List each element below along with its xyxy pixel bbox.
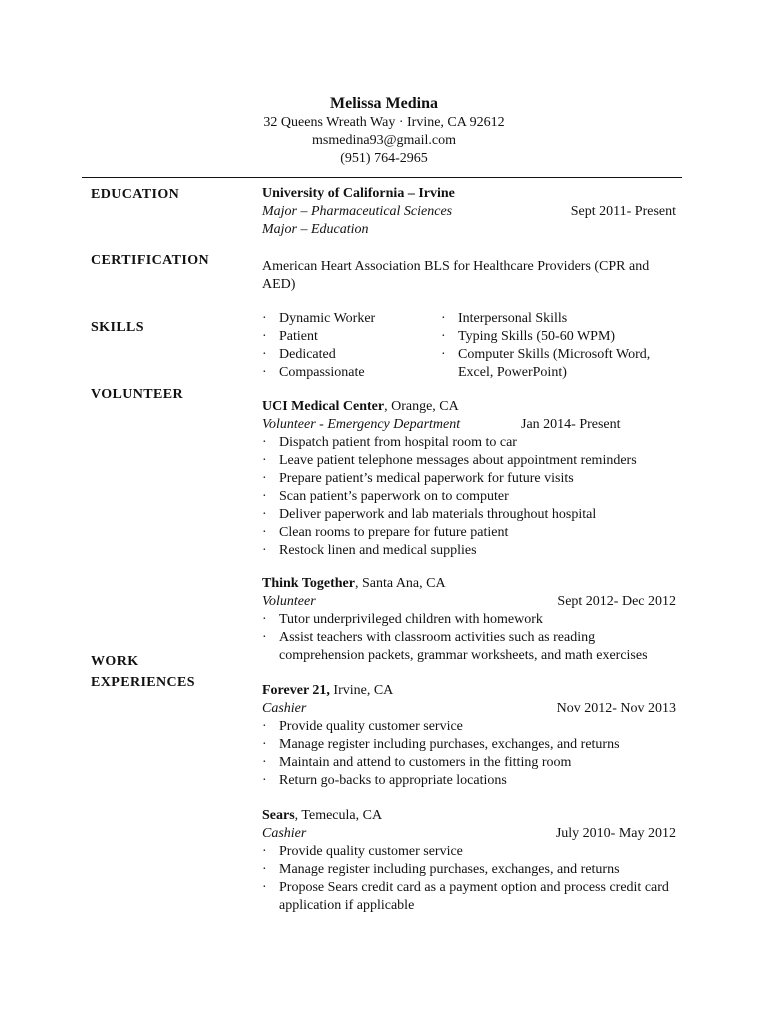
skills-left-column (262, 310, 440, 382)
role: Cashier (262, 701, 307, 716)
major-2: Major – Education (262, 222, 369, 237)
list-item: · Scan patient’s paperwork on to computer (262, 489, 509, 504)
applicant-name: Melissa Medina (330, 95, 438, 112)
list-item: · Return go-backs to appropriate locations (262, 773, 507, 788)
resume-header (0, 94, 768, 168)
section-label-certification: CERTIFICATION (91, 253, 210, 268)
org-location: , Temecula, CA (294, 808, 383, 823)
entry-org-row (262, 398, 682, 416)
volunteer-entry-uci (262, 398, 682, 560)
entry-role-row (262, 416, 682, 434)
email: msmedina93@gmail.com (312, 133, 456, 148)
entry-org-row (262, 682, 682, 700)
list-item: · Prepare patient’s medical paperwork for future visits (262, 471, 574, 486)
section-label-education: EDUCATION (91, 187, 180, 202)
section-label-work-line2: EXPERIENCES (91, 675, 195, 690)
role: Cashier (262, 826, 307, 841)
org-name: Forever 21, (262, 683, 330, 698)
education-dates: Sept 2011- Present (570, 204, 676, 219)
work-entry-forever21 (262, 682, 682, 790)
certification-block (262, 258, 682, 294)
skill-item: · Patient (262, 329, 318, 344)
entry-role-row (262, 700, 682, 718)
org-name: Think Together (262, 576, 355, 591)
entry-dates: Nov 2012- Nov 2013 (556, 701, 676, 716)
skill-item: · Typing Skills (50-60 WPM) (441, 329, 616, 344)
education-major-row (262, 203, 682, 221)
list-item: · Leave patient telephone messages about appointment reminders (262, 453, 637, 468)
school-name: University of California – Irvine (262, 186, 455, 201)
role: Volunteer - Emergency Department (262, 417, 461, 432)
org-location: , Santa Ana, CA (354, 576, 446, 591)
section-label-volunteer: VOLUNTEER (91, 387, 184, 402)
skill-item: · Interpersonal Skills (441, 311, 568, 326)
entry-org-row (262, 575, 682, 593)
entry-dates: Jan 2014- Present (521, 417, 621, 432)
org-location: Irvine, CA (329, 683, 394, 698)
org-name: Sears (262, 808, 295, 823)
skill-item: · Dynamic Worker (262, 311, 376, 326)
list-item: · Manage register including purchases, exchanges, and returns (262, 862, 620, 877)
address: 32 Queens Wreath Way · Irvine, CA 92612 (263, 115, 505, 130)
entry-dates: July 2010- May 2012 (555, 826, 676, 841)
list-item: · Assist teachers with classroom activities such as reading comprehension packets, grammar worksheets, and math exercises (262, 630, 648, 663)
entry-dates: Sept 2012- Dec 2012 (557, 594, 676, 609)
list-item: · Dispatch patient from hospital room to car (262, 435, 517, 450)
education-block (262, 185, 682, 239)
skill-item: · Dedicated (262, 347, 336, 362)
list-item: · Restock linen and medical supplies (262, 543, 477, 558)
role: Volunteer (262, 594, 316, 609)
skill-item: · Compassionate (262, 365, 365, 380)
section-label-skills: SKILLS (91, 320, 144, 335)
list-item: · Maintain and attend to customers in the fitting room (262, 755, 572, 770)
list-item: · Tutor underprivileged children with homework (262, 612, 543, 627)
entry-org-row (262, 807, 682, 825)
org-location: , Orange, CA (384, 399, 459, 414)
skills-right-column (441, 310, 676, 382)
volunteer-entry-think-together (262, 575, 682, 665)
section-label-work-line1: WORK (91, 654, 139, 669)
major-1: Major – Pharmaceutical Sciences (262, 204, 453, 219)
phone: (951) 764-2965 (340, 151, 428, 166)
header-divider (82, 177, 682, 178)
entry-role-row (262, 825, 682, 843)
certification-text: American Heart Association BLS for Healthcare Providers (CPR and AED) (262, 259, 650, 292)
list-item: · Deliver paperwork and lab materials throughout hospital (262, 507, 597, 522)
org-name: UCI Medical Center (262, 399, 385, 414)
list-item: · Provide quality customer service (262, 719, 463, 734)
list-item: · Manage register including purchases, exchanges, and returns (262, 737, 620, 752)
entry-role-row (262, 593, 682, 611)
list-item: · Clean rooms to prepare for future patient (262, 525, 509, 540)
skill-item: · Computer Skills (Microsoft Word, Excel, PowerPoint) (441, 347, 651, 380)
list-item: · Provide quality customer service (262, 844, 463, 859)
work-entry-sears (262, 807, 682, 915)
list-item: · Propose Sears credit card as a payment option and process credit card application if applicable (262, 880, 669, 913)
